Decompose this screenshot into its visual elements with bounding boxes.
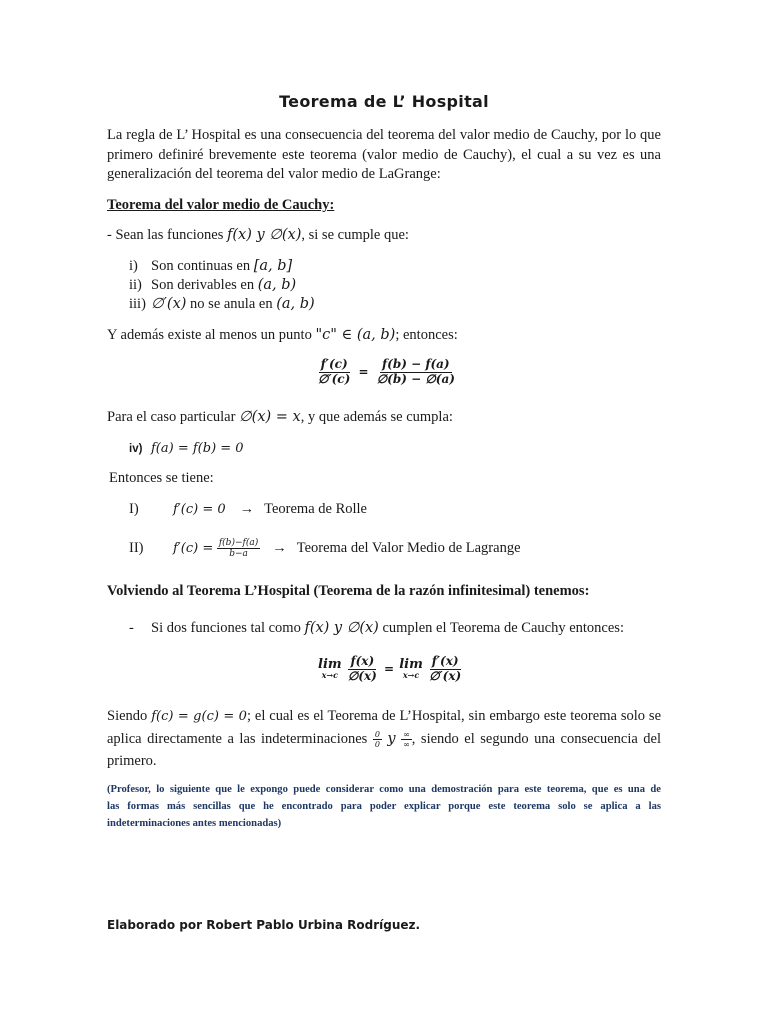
case-math: f′(c) = bbox=[173, 541, 214, 557]
condition-marker: i) bbox=[129, 258, 138, 274]
bullet-suffix: cumplen el Teorema de Cauchy entonces: bbox=[378, 620, 624, 636]
limit-operator bbox=[318, 658, 342, 680]
indeterminate-zero-fraction bbox=[373, 730, 382, 749]
intro-line: primero definiré brevemente este teorema (valor medio de Cauchy), el cual a su vez es una bbox=[107, 146, 661, 163]
condition-math: (a, b) bbox=[257, 277, 297, 293]
author-footer: Elaborado por Robert Pablo Urbina Rodríguez. bbox=[107, 918, 421, 932]
closing-line: primero. bbox=[107, 753, 157, 769]
closing-paragraph bbox=[107, 706, 661, 772]
cauchy-formula bbox=[316, 358, 457, 387]
condition-text: no se anula en bbox=[186, 296, 277, 312]
arrow-icon: → bbox=[272, 540, 287, 557]
intro-paragraph bbox=[107, 126, 661, 185]
bullet-math: f(x) y ∅(x) bbox=[304, 620, 379, 636]
exists-suffix: ; entonces: bbox=[395, 327, 458, 343]
limit-subscript: x→c bbox=[321, 670, 338, 681]
fraction-numerator: f(b)−f(a) bbox=[218, 538, 259, 548]
formula-rhs-fraction bbox=[375, 358, 457, 387]
formula-denominator: ∅(b) − ∅(a) bbox=[376, 371, 455, 386]
fraction-numerator: ∞ bbox=[403, 729, 410, 739]
note-line: (Profesor, lo siguiente que le expongo puede considerar como una demostración para este teorema, que es una de bbox=[107, 784, 661, 795]
closing-suffix: , siendo el segundo una consecuencia del bbox=[411, 731, 662, 747]
case-marker: II) bbox=[129, 540, 144, 557]
closing-line bbox=[107, 706, 661, 727]
lhospital-bullet bbox=[129, 620, 624, 637]
case-label: Teorema de Rolle bbox=[264, 501, 367, 517]
formula-rhs-fraction bbox=[427, 655, 463, 684]
limit-operator bbox=[399, 658, 423, 680]
exists-line bbox=[107, 327, 458, 344]
bullet-prefix: Si dos funciones tal como bbox=[151, 620, 305, 636]
note-line: indeterminaciones antes mencionadas) bbox=[107, 818, 282, 829]
closing-math: f(c) = g(c) = 0 bbox=[151, 709, 247, 724]
case-label: Teorema del Valor Medio de Lagrange bbox=[296, 540, 521, 557]
then-line: Entonces se tiene: bbox=[109, 470, 214, 486]
condition-item bbox=[129, 258, 292, 275]
formula-numerator: f′(x) bbox=[431, 654, 459, 668]
condition-item bbox=[129, 296, 315, 313]
condition-marker: iii) bbox=[129, 296, 146, 312]
lhospital-heading: Volviendo al Teorema L’Hospital (Teorema de la razón infinitesimal) tenemos: bbox=[107, 583, 590, 599]
cauchy-lead-math: f(x) y ∅(x) bbox=[227, 227, 302, 243]
condition-item bbox=[129, 277, 296, 294]
condition-text: Son derivables en bbox=[151, 277, 258, 293]
case-fraction bbox=[217, 538, 260, 560]
formula-denominator: ∅(x) bbox=[347, 668, 377, 683]
closing-prefix: aplica directamente a las indeterminaciones bbox=[107, 731, 373, 747]
particular-math: ∅(x) = x bbox=[239, 409, 301, 425]
fraction-denominator: ∞ bbox=[403, 740, 410, 750]
limit-word: lim bbox=[318, 657, 342, 673]
formula-lhs-fraction bbox=[346, 655, 379, 684]
closing-suffix: ; el cual es el Teorema de L’Hospital, sin embargo este teorema solo se bbox=[246, 708, 662, 724]
case-item bbox=[129, 501, 367, 518]
condition-marker: ii) bbox=[129, 277, 142, 293]
limit-subscript: x→c bbox=[402, 670, 420, 681]
fraction-denominator: 0 bbox=[374, 740, 380, 750]
particular-suffix: , y que además se cumpla: bbox=[300, 409, 453, 425]
condition-math: (a, b) bbox=[276, 296, 315, 312]
case-math: f′(c) = 0 bbox=[173, 502, 226, 517]
condition-math: f(a) = f(b) = 0 bbox=[151, 441, 244, 456]
formula-denominator: ∅′(c) bbox=[318, 371, 351, 386]
limit-word: lim bbox=[399, 657, 423, 673]
particular-line bbox=[107, 409, 453, 426]
condition-marker: iv) bbox=[129, 443, 143, 455]
fraction-numerator: 0 bbox=[374, 729, 380, 739]
fraction-denominator: b−a bbox=[229, 549, 248, 560]
formula-numerator: f(x) bbox=[350, 654, 375, 668]
condition-math-pre: ∅′(x) bbox=[151, 296, 187, 312]
formula-equals: = bbox=[358, 364, 369, 379]
bullet-marker: - bbox=[129, 620, 134, 636]
page-title: Teorema de L’ Hospital bbox=[279, 92, 489, 111]
formula-equals: = bbox=[383, 661, 395, 676]
intro-line: La regla de L’ Hospital es una consecuencia del teorema del valor medio de Cauchy, por lo que bbox=[107, 127, 661, 143]
arrow-icon: → bbox=[239, 501, 255, 517]
cauchy-lead-prefix: - Sean las funciones bbox=[107, 227, 227, 243]
formula-numerator: f′(c) bbox=[320, 357, 348, 371]
exists-prefix: Y además existe al menos un punto bbox=[107, 327, 316, 343]
formula-lhs-fraction bbox=[316, 358, 352, 387]
case-item bbox=[129, 538, 521, 560]
conjunction-y: y bbox=[387, 731, 396, 747]
lhospital-formula bbox=[318, 655, 463, 684]
case-marker: I) bbox=[129, 501, 139, 517]
condition-math: [a, b] bbox=[253, 258, 293, 274]
closing-line bbox=[107, 727, 661, 751]
formula-denominator: ∅′(x) bbox=[429, 668, 462, 683]
condition-text: Son continuas en bbox=[151, 258, 254, 274]
cauchy-heading: Teorema del valor medio de Cauchy: bbox=[107, 197, 335, 213]
closing-prefix: Siendo bbox=[107, 708, 152, 724]
indeterminate-infinity-fraction bbox=[401, 730, 412, 749]
intro-line: generalización del teorema del valor medio de LaGrange: bbox=[107, 166, 441, 182]
cauchy-lead bbox=[107, 227, 409, 244]
particular-prefix: Para el caso particular bbox=[107, 409, 240, 425]
exists-math: "c" ∈ (a, b) bbox=[315, 327, 396, 343]
condition-iv bbox=[129, 440, 244, 456]
cauchy-lead-suffix: , si se cumple que: bbox=[301, 227, 409, 243]
note-line: las formas más sencillas que he encontrado para poder explicar porque este teorema solo se aplica a las bbox=[107, 801, 661, 812]
formula-numerator: f(b) − f(a) bbox=[382, 357, 450, 371]
professor-note bbox=[107, 781, 661, 832]
